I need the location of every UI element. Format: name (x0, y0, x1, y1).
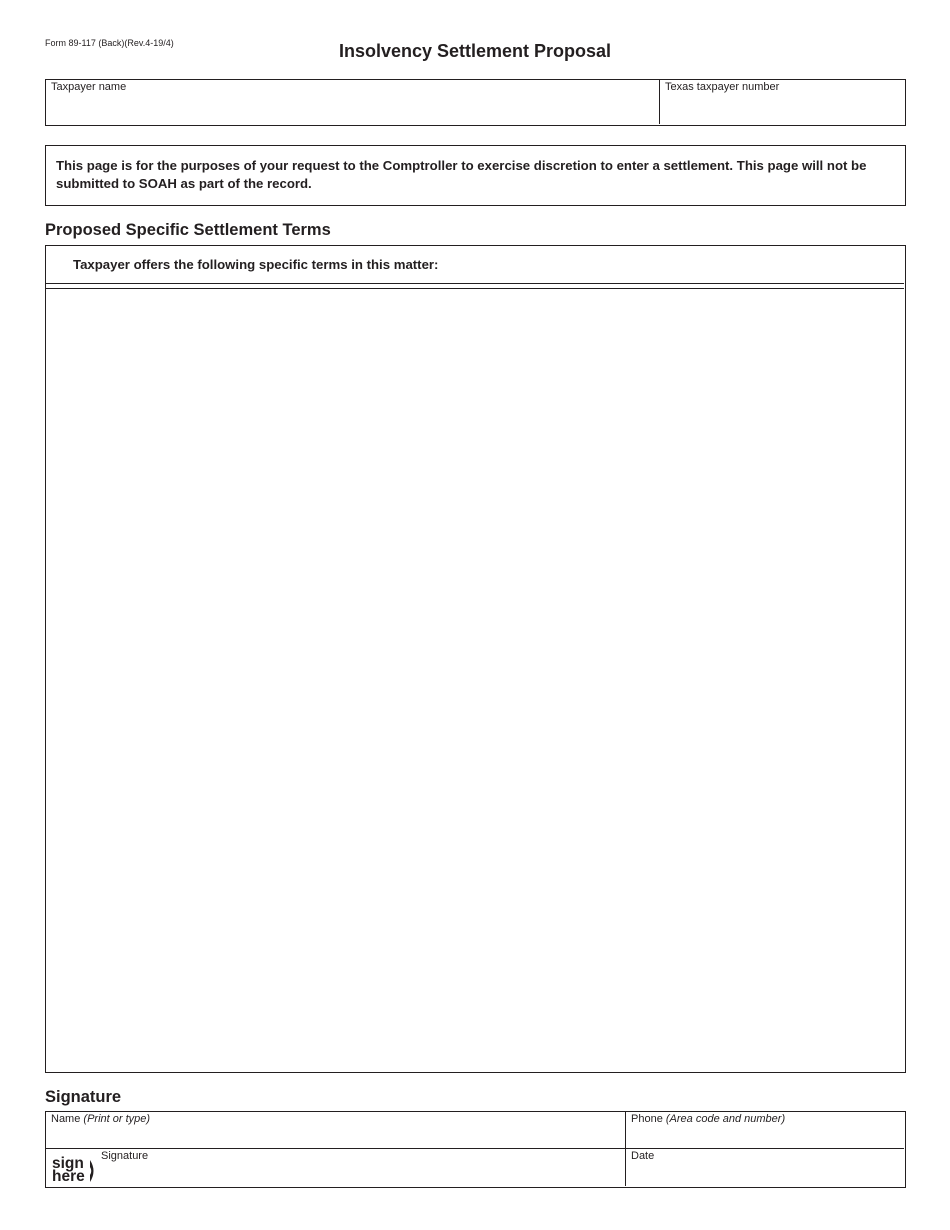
name-input[interactable] (51, 1128, 616, 1146)
signature-col-divider (625, 1112, 626, 1186)
phone-input[interactable] (631, 1128, 899, 1146)
terms-textarea[interactable] (52, 294, 900, 1068)
sign-here-marker (52, 1157, 85, 1183)
terms-divider-top (46, 283, 904, 284)
phone-label-hint: (Area code and number) (665, 1113, 786, 1125)
terms-intro: Taxpayer offers the following specific terms in this matter: (73, 257, 439, 272)
date-input[interactable] (631, 1166, 899, 1184)
name-label (51, 1113, 150, 1125)
signature-box (45, 1111, 906, 1188)
name-label-hint: (Print or type) (83, 1113, 151, 1125)
signature-label: Signature (101, 1150, 149, 1162)
sign-word: sign (52, 1155, 84, 1172)
date-label: Date (631, 1150, 655, 1162)
signature-row-divider (46, 1148, 904, 1149)
name-label-text: Name (51, 1113, 81, 1125)
taxpayer-name-label: Taxpayer name (51, 81, 127, 93)
signature-heading: Signature (45, 1088, 122, 1106)
phone-label-text: Phone (631, 1113, 663, 1125)
taxpayer-number-label: Texas taxpayer number (665, 81, 780, 93)
sign-arrow-icon (89, 1160, 97, 1182)
phone-label (631, 1113, 785, 1125)
terms-heading: Proposed Specific Settlement Terms (45, 221, 331, 239)
taxpayer-number-input[interactable] (665, 98, 899, 120)
taxpayer-divider (659, 80, 660, 124)
taxpayer-info-box (45, 79, 906, 126)
page-title: Insolvency Settlement Proposal (338, 41, 612, 61)
notice-text: This page is for the purposes of your request to the Comptroller to exercise discretion to enter a settlement. This page will not be submitted to SOAH as part of the record. (56, 158, 867, 191)
taxpayer-name-input[interactable] (51, 98, 651, 120)
here-word: here (52, 1168, 85, 1185)
notice-box (45, 145, 906, 206)
form-number: Form 89-117 (Back)(Rev.4-19/4) (45, 38, 174, 48)
terms-box (45, 245, 906, 1073)
terms-divider-bottom (46, 288, 904, 289)
signature-input[interactable] (101, 1166, 616, 1184)
